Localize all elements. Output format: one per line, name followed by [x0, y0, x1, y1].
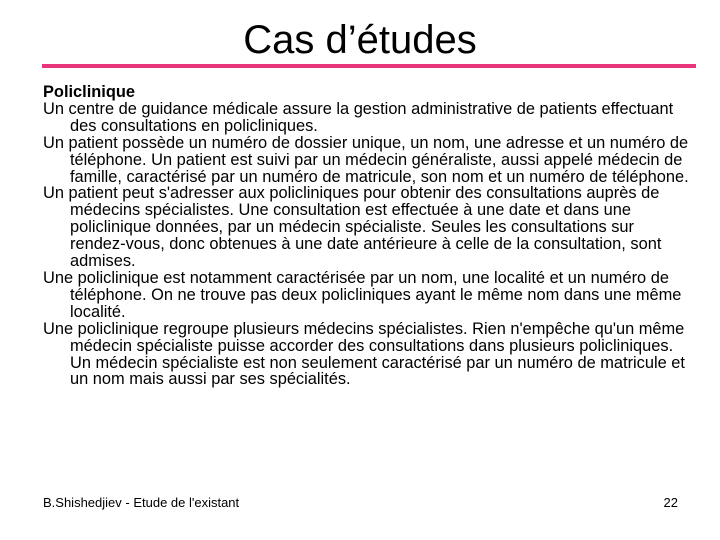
section-heading: Policlinique	[43, 83, 135, 101]
slide-title: Cas d’études	[243, 18, 477, 62]
footer-author: B.Shishedjiev - Etude de l'existant	[43, 495, 240, 510]
paragraph: Un centre de guidance médicale assure la gestion administrative de patients effectuant des consultations en policliniques.	[43, 99, 674, 135]
page-number: 22	[663, 495, 678, 510]
paragraph: Un patient possède un numéro de dossier unique, un nom, une adresse et un numéro de téléphone. Un patient est suivi par un médecin généraliste, aussi appelé médecin de famille, caractérisé par un numéro de matricule, son nom et un numéro de téléphone.	[43, 133, 689, 186]
title-underline	[42, 64, 696, 68]
paragraph: Une policlinique est notamment caractérisée par un nom, une localité et un numéro de téléphone. On ne trouve pas deux policliniques ayant le même nom dans une même localité.	[43, 268, 682, 321]
paragraph: Un patient peut s'adresser aux policliniques pour obtenir des consultations auprès de médecins spécialistes. Une consultation est effectuée à une date et dans une policlinique données, par un médecin spécialiste. Seules les consultations sur rendez-vous, donc obtenues à une date antérieure à celle de la consultation, sont admises.	[43, 184, 662, 271]
slide-body	[43, 84, 693, 388]
paragraph: Une policlinique regroupe plusieurs médecins spécialistes. Rien n'empêche qu'un même médecin spécialiste puisse accorder des consultations dans plusieurs policliniques. Un médecin spécialiste est non seulement caractérisé par un numéro de matricule et un nom mais aussi par ses spécialités.	[43, 319, 685, 389]
